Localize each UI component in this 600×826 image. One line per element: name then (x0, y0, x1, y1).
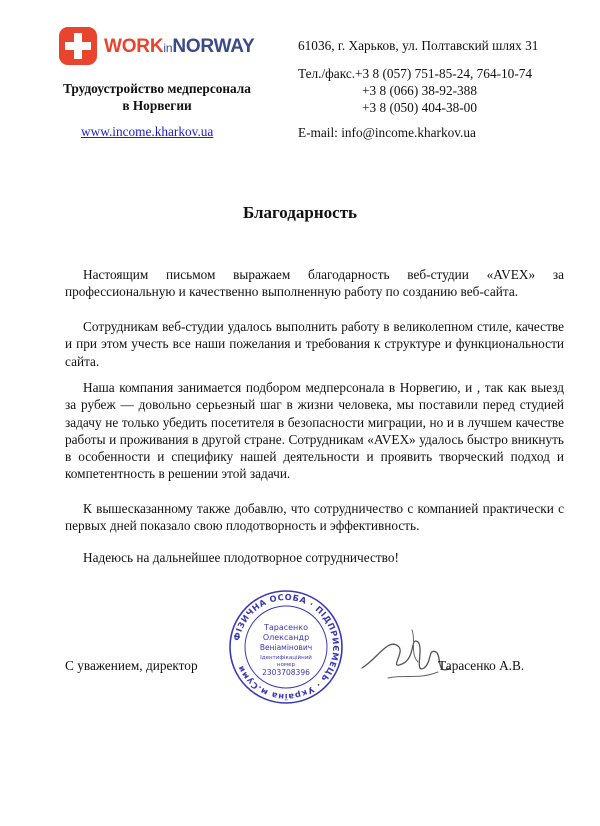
paragraph-3 (65, 379, 564, 483)
logo-cross-icon (58, 26, 98, 66)
logo-in-text: in (163, 40, 173, 55)
paragraph-5-text: Надеюсь на дальнейшее плодотворное сотрудничество! (83, 550, 399, 565)
phone-line-1: Тел./факс.+3 8 (057) 751-85-24, 764-10-74 (298, 66, 533, 81)
signature (358, 618, 458, 690)
paragraph-1 (65, 266, 564, 301)
paragraph-3-text: Наша компания занимается подбором медперсонала в Норвегию, и , так как выезд за рубеж — довольно серьезный шаг в жизни человека, мы поставили перед студией задачу не только убедить посетителя в безопасности миграции, но и в лучшем качестве работы и проживания в другой стране. Сотрудникам «AVEX» удалось быстро вникнуть в особенности и специфику нашей деятельности и проявить творческий подход и компетентность в решении этой задачи. (65, 380, 564, 482)
address: 61036, г. Харьков, ул. Полтавский шлях 31 (298, 38, 539, 53)
stamp-ring-text: ФІЗИЧНА ОСОБА · ПІДПРИЄМЕЦЬ · Україна м.Суми (231, 591, 342, 703)
email: E-mail: info@income.kharkov.ua (298, 125, 476, 140)
closing-line: С уважением, директор (65, 658, 198, 673)
paragraph-4-text: К вышесказанному также добавлю, что сотрудничество с компанией практически с первых дней показало свою плодотворность и эффективность. (65, 501, 564, 534)
signer-name: Тарасенко А.В. (438, 658, 525, 673)
letter-title: Благодарность (242, 203, 358, 222)
organization-name (46, 80, 268, 114)
phone-line-3: +3 8 (050) 404-38-00 (362, 100, 477, 115)
logo-work-text: WORK (104, 35, 164, 57)
org-line-2: в Норвегии (122, 98, 192, 113)
paragraph-2-text: Сотрудникам веб-студии удалось выполнить работу в великолепном стиле, качестве и при этом учесть все наши пожелания и требования к структуре и функциональности сайта. (65, 319, 564, 369)
paragraph-5 (65, 549, 564, 566)
phone-line-2: +3 8 (066) 38-92-388 (362, 83, 477, 98)
stamp-line-2: Олександр (262, 633, 310, 642)
logo-norway-text: NORWAY (172, 35, 255, 57)
logo-wordmark (104, 37, 255, 56)
stamp-line-6: 2303708396 (262, 668, 310, 677)
stamp-line-4: Ідентифікаційний (260, 655, 312, 661)
stamp-line-1: Тарасенко (263, 623, 309, 632)
company-stamp (227, 588, 345, 706)
paragraph-2 (65, 318, 564, 370)
company-logo (58, 26, 255, 66)
stamp-line-3: Веніамінович (259, 643, 313, 652)
stamp-line-5: номер (277, 662, 295, 668)
paragraph-1-text: Настоящим письмом выражаем благодарность веб-студии «AVEX» за профессиональную и качественно выполненную работу по созданию веб-сайта. (65, 267, 564, 300)
org-line-1: Трудоустройство медперсонала (63, 81, 251, 96)
website-link[interactable]: www.income.kharkov.ua (81, 124, 214, 139)
paragraph-4 (65, 500, 564, 535)
